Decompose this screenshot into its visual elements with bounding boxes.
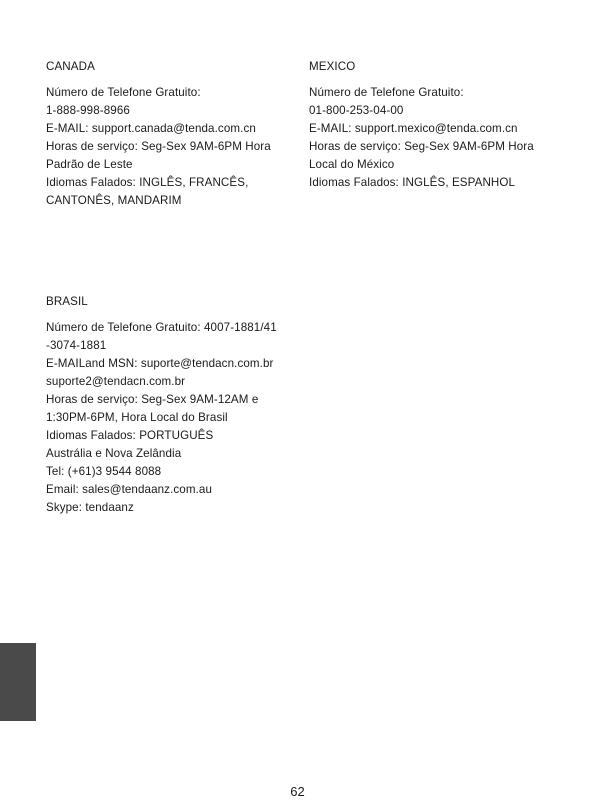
brasil-heading: BRASIL	[46, 295, 88, 308]
canada-line: CANTONÊS, MANDARIM	[46, 194, 182, 207]
canada-line: Idiomas Falados: INGLÊS, FRANCÊS,	[46, 176, 249, 189]
canada-section	[46, 58, 271, 210]
canada-line: Horas de serviço: Seg-Sex 9AM-6PM Hora	[46, 140, 271, 153]
mexico-line: 01-800-253-04-00	[309, 104, 404, 117]
mexico-line: Idiomas Falados: INGLÊS, ESPANHOL	[309, 176, 516, 189]
brasil-line: Número de Telefone Gratuito: 4007-1881/41	[46, 321, 277, 334]
side-thumb-tab	[0, 643, 36, 721]
canada-line: 1-888-998-8966	[46, 104, 130, 117]
australia-line: Email: sales@tendaanz.com.au	[46, 483, 213, 496]
australia-line: Tel: (+61)3 9544 8088	[46, 465, 162, 478]
brasil-line: Idiomas Falados: PORTUGUÊS	[46, 429, 214, 442]
brasil-line: E-MAILand MSN: suporte@tendacn.com.br	[46, 357, 274, 370]
canada-line: Padrão de Leste	[46, 158, 133, 171]
canada-line: Número de Telefone Gratuito:	[46, 86, 201, 99]
canada-heading: CANADA	[46, 60, 95, 73]
page-number: 62	[290, 784, 305, 799]
brasil-line: 1:30PM-6PM, Hora Local do Brasil	[46, 411, 228, 424]
brasil-line: Horas de serviço: Seg-Sex 9AM-12AM e	[46, 393, 259, 406]
mexico-line: E-MAIL: support.mexico@tenda.com.cn	[309, 122, 518, 135]
mexico-section	[309, 58, 534, 192]
canada-line: E-MAIL: support.canada@tenda.com.cn	[46, 122, 256, 135]
mexico-heading: MEXICO	[309, 60, 356, 73]
mexico-line: Número de Telefone Gratuito:	[309, 86, 464, 99]
australia-line: Skype: tendaanz	[46, 501, 134, 514]
brasil-line: -3074-1881	[46, 339, 107, 352]
brasil-line: suporte2@tendacn.com.br	[46, 375, 186, 388]
mexico-line: Horas de serviço: Seg-Sex 9AM-6PM Hora	[309, 140, 534, 153]
australia-line: Austrália e Nova Zelândia	[46, 447, 182, 460]
mexico-line: Local do México	[309, 158, 395, 171]
brasil-section	[46, 293, 277, 517]
